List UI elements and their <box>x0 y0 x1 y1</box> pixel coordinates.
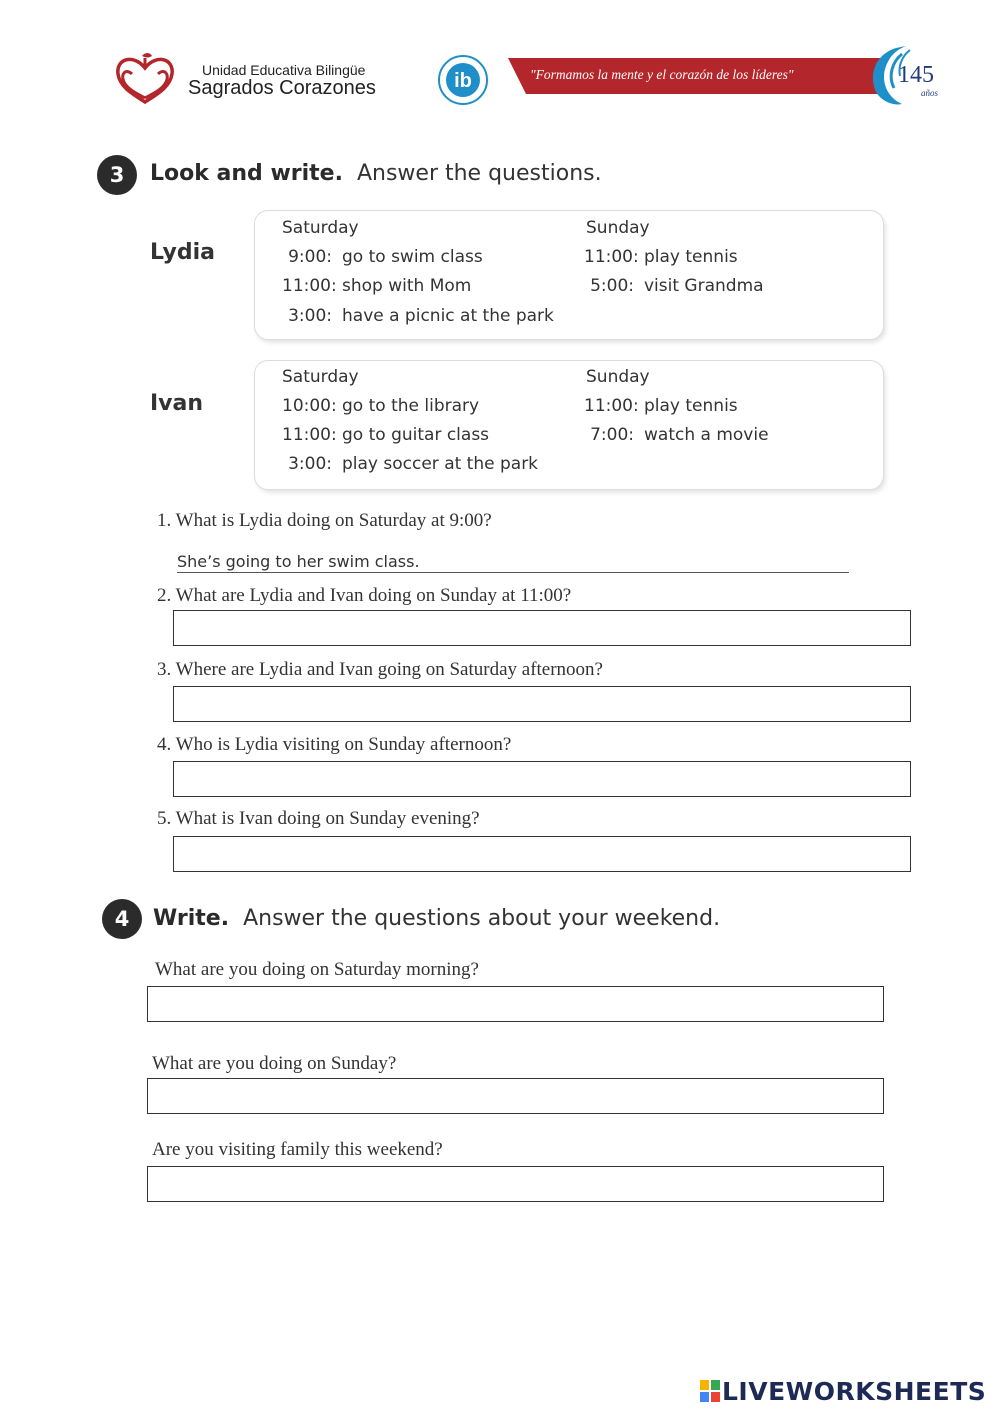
lydia-sun-row-2 <box>584 276 764 296</box>
section-4-title-bold: Write. <box>153 906 230 931</box>
schedule-name-ivan: Ivan <box>150 391 204 416</box>
lydia-sat-row-2 <box>282 276 471 296</box>
lydia-sat-time-1: 9:00: <box>288 247 332 267</box>
lydia-sat-row-3 <box>282 306 554 326</box>
example-answer-line <box>177 572 849 573</box>
weekend-answer-input-1[interactable] <box>148 987 883 1021</box>
ivan-sat-row-2 <box>282 425 489 445</box>
lydia-sat-row-1 <box>282 247 483 267</box>
lydia-sun-time-1: 11:00: <box>584 247 639 267</box>
ivan-sun-activity-2: watch a movie <box>644 425 769 445</box>
ivan-sat-time-2: 11:00: <box>282 425 337 445</box>
answer-box-3[interactable] <box>173 686 911 722</box>
lydia-saturday-label: Saturday <box>282 218 359 238</box>
question-5: 5. What is Ivan doing on Sunday evening? <box>157 808 480 829</box>
liveworksheets-logo-icon <box>700 1380 720 1402</box>
ivan-sunday-label: Sunday <box>586 367 650 387</box>
section-3-title-bold: Look and write. <box>150 161 343 186</box>
lydia-sun-activity-1: play tennis <box>644 247 738 267</box>
answer-input-2[interactable] <box>174 611 910 645</box>
anniversary-unit: años <box>921 88 939 98</box>
ivan-saturday-label: Saturday <box>282 367 359 387</box>
question-2: 2. What are Lydia and Ivan doing on Sunday at 11:00? <box>157 585 572 606</box>
ib-logo-text: ib <box>454 70 472 92</box>
answer-box-4[interactable] <box>173 761 911 797</box>
section-3-badge: 3 <box>97 155 137 195</box>
lydia-sat-activity-2: shop with Mom <box>342 276 472 296</box>
ivan-sat-activity-1: go to the library <box>342 396 480 416</box>
weekend-question-2: What are you doing on Sunday? <box>152 1053 397 1074</box>
question-4: 4. Who is Lydia visiting on Sunday afternoon? <box>157 734 512 755</box>
lydia-sunday-label: Sunday <box>586 218 650 238</box>
weekend-answer-box-3[interactable] <box>147 1166 884 1202</box>
section-4-badge: 4 <box>102 899 142 939</box>
ivan-sun-time-1: 11:00: <box>584 396 639 416</box>
ivan-sun-activity-1: play tennis <box>644 396 738 416</box>
answer-box-2[interactable] <box>173 610 911 646</box>
answer-box-5[interactable] <box>173 836 911 872</box>
lydia-sat-activity-1: go to swim class <box>342 247 483 267</box>
weekend-answer-box-2[interactable] <box>147 1078 884 1114</box>
school-name-line2: Sagrados Corazones <box>188 77 376 99</box>
weekend-answer-input-3[interactable] <box>148 1167 883 1201</box>
school-crest-logo <box>112 50 178 104</box>
lydia-sun-row-1 <box>584 247 738 267</box>
section-3-title-rest: Answer the questions. <box>356 161 602 186</box>
section-3-heading <box>150 161 602 186</box>
example-answer: She’s going to her swim class. <box>177 552 420 571</box>
ivan-sat-activity-2: go to guitar class <box>342 425 490 445</box>
section-4-title-rest: Answer the questions about your weekend. <box>243 906 721 931</box>
lydia-sun-time-2: 5:00: <box>590 276 634 296</box>
school-name-line1: Unidad Educativa Bilingüe <box>202 62 366 78</box>
ivan-sun-row-1 <box>584 396 738 416</box>
ib-logo <box>432 54 494 106</box>
answer-input-3[interactable] <box>174 687 910 721</box>
answer-input-5[interactable] <box>174 837 910 871</box>
ivan-sat-time-1: 10:00: <box>282 396 337 416</box>
question-3: 3. Where are Lydia and Ivan going on Saturday afternoon? <box>157 659 603 680</box>
ivan-sun-time-2: 7:00: <box>590 425 634 445</box>
anniversary-number: 145 <box>898 62 934 88</box>
lydia-sat-activity-3: have a picnic at the park <box>342 306 554 326</box>
weekend-question-3: Are you visiting family this weekend? <box>152 1139 443 1160</box>
lydia-sun-activity-2: visit Grandma <box>644 276 764 296</box>
ivan-sat-row-1 <box>282 396 479 416</box>
lydia-sat-time-3: 3:00: <box>288 306 332 326</box>
ivan-sat-time-3: 3:00: <box>288 454 332 474</box>
ivan-sun-row-2 <box>584 425 769 445</box>
weekend-question-1: What are you doing on Saturday morning? <box>155 959 479 980</box>
weekend-answer-input-2[interactable] <box>148 1079 883 1113</box>
school-motto: "Formamos la mente y el corazón de los líderes" <box>530 67 794 82</box>
lydia-sat-time-2: 11:00: <box>282 276 337 296</box>
weekend-answer-box-1[interactable] <box>147 986 884 1022</box>
question-1: 1. What is Lydia doing on Saturday at 9:00? <box>157 510 492 531</box>
ivan-sat-activity-3: play soccer at the park <box>342 454 539 474</box>
answer-input-4[interactable] <box>174 762 910 796</box>
section-4-heading <box>153 906 720 931</box>
liveworksheets-brand: LIVEWORKSHEETS <box>722 1377 987 1406</box>
schedule-name-lydia: Lydia <box>150 240 216 265</box>
ivan-sat-row-3 <box>282 454 538 474</box>
